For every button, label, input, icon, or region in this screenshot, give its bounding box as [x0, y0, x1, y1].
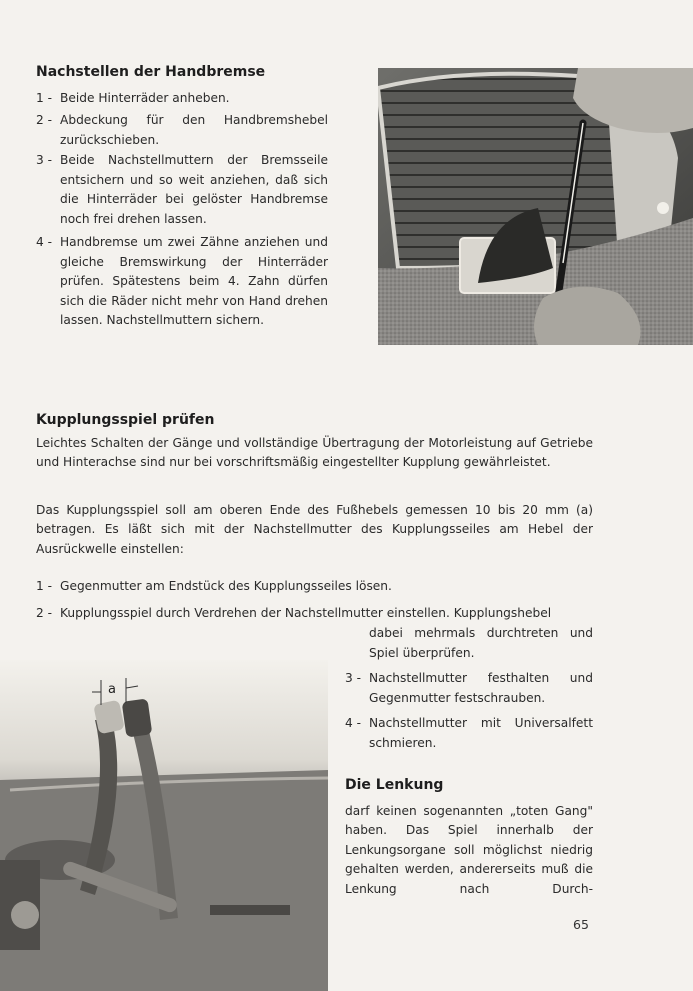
step-number: 1 -	[36, 91, 53, 105]
handbremse-step-1	[36, 89, 328, 109]
handbremse-step-3	[36, 151, 328, 229]
section-title-kupplung: Kupplungsspiel prüfen	[36, 412, 215, 428]
clutch-pedal-photo	[0, 660, 328, 991]
step-text: Abdeckung für den Handbremshebel zurückschieben.	[60, 113, 328, 147]
step-number: 4 -	[36, 235, 53, 249]
kupplung-step-3	[345, 669, 593, 708]
kupplung-paragraph-2: Das Kupplungsspiel soll am oberen Ende des Fußhebels gemessen 10 bis 20 mm (a) betragen. Es läßt sich mit der Nachstellmutter des Kupplungsseiles am Hebel der Ausrückwelle einstellen:	[36, 503, 593, 556]
step-text-continued: dabei mehrmals durchtreten und Spiel überprüfen.	[369, 626, 593, 660]
handbremse-step-4	[36, 233, 328, 331]
handbrake-photo	[378, 68, 693, 345]
kupplung-paragraph-1: Leichtes Schalten der Gänge und vollständige Übertragung der Motorleistung auf Getriebe und Hinterachse sind nur bei vorschriftsmäßig eingestellter Kupplung gewährleistet.	[36, 436, 593, 470]
step-number: 2 -	[36, 113, 53, 127]
kupplung-step-2-continued	[369, 624, 593, 663]
lenkung-paragraph: darf keinen sogenannten „toten Gang" haben. Das Spiel innerhalb der Lenkungsorgane soll möglichst niedrig gehalten werden, andererseits muß die Lenkung nach Durch-	[345, 804, 593, 896]
step-text: Kupplungsspiel durch Verdrehen der Nachstellmutter einstellen. Kupplungshebel	[60, 606, 552, 620]
step-number: 1 -	[36, 579, 53, 593]
kupplung-step-1	[36, 577, 593, 597]
step-text: Beide Hinterräder anheben.	[60, 91, 230, 105]
kupplung-step-4	[345, 714, 593, 753]
dimension-label-a: a	[108, 682, 116, 697]
step-text: Beide Nachstellmuttern der Bremsseile entsichern und so weit anziehen, daß sich die Hinterräder bei gelöster Handbremse noch frei drehen lassen.	[60, 153, 328, 226]
kupplung-step-2	[36, 604, 596, 624]
step-number: 3 -	[345, 671, 362, 685]
step-text: Gegenmutter am Endstück des Kupplungsseiles lösen.	[60, 579, 392, 593]
section-title-handbremse: Nachstellen der Handbremse	[36, 64, 266, 80]
step-text: Nachstellmutter mit Universalfett schmieren.	[369, 716, 593, 750]
section-title-lenkung: Die Lenkung	[345, 777, 444, 793]
step-text: Nachstellmutter festhalten und Gegenmutter festschrauben.	[369, 671, 593, 705]
page-number: 65	[573, 917, 589, 932]
step-text: Handbremse um zwei Zähne anziehen und gleiche Bremswirkung der Hinterräder prüfen. Spätestens beim 4. Zahn dürfen sich die Räder nicht mehr von Hand drehen lassen. Nachstellmuttern sichern.	[60, 235, 328, 328]
step-number: 3 -	[36, 153, 53, 167]
step-number: 2 -	[36, 606, 53, 620]
step-number: 4 -	[345, 716, 362, 730]
handbremse-step-2	[36, 111, 328, 150]
